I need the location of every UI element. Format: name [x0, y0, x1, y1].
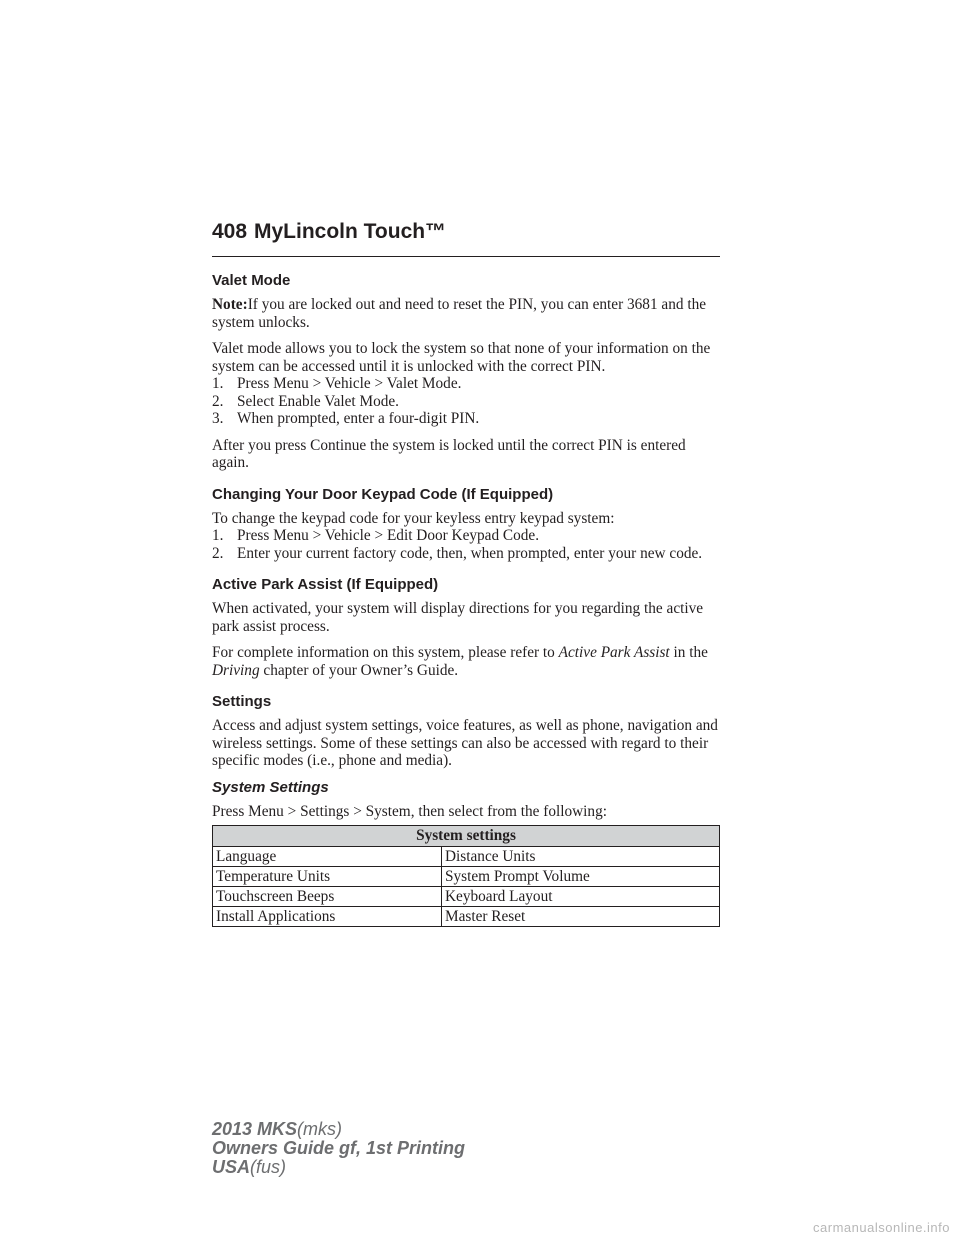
park-assist-reference	[212, 644, 720, 679]
step-number: 1.	[212, 375, 224, 392]
footer-region: USA	[212, 1157, 251, 1177]
valet-after: After you press Continue the system is locked until the correct PIN is entered again.	[212, 436, 686, 471]
step-number: 1.	[212, 527, 224, 544]
footer-guide: Owners Guide gf, 1st Printing	[212, 1138, 466, 1158]
table-cell: Temperature Units	[213, 867, 442, 887]
list-item	[212, 410, 720, 428]
table-cell: Language	[213, 847, 442, 867]
footer-model-code: (mks)	[297, 1119, 343, 1139]
print-footer	[212, 1120, 465, 1177]
keypad-intro: To change the keypad code for your keyless entry keypad system:	[212, 509, 615, 527]
step-text: When prompted, enter a four-digit PIN.	[237, 410, 480, 427]
valet-mode-heading: Valet Mode	[212, 272, 291, 289]
park-assist-heading: Active Park Assist (If Equipped)	[212, 576, 439, 593]
valet-steps	[212, 375, 720, 428]
reference-text: For complete information on this system, please refer to	[212, 644, 559, 661]
reference-title: Active Park Assist	[558, 644, 670, 661]
reference-text: in the	[669, 644, 708, 661]
table-cell: Keyboard Layout	[442, 887, 720, 907]
table-title: System settings	[213, 826, 720, 847]
note-text: If you are locked out and need to reset the PIN, you can enter 3681 and the system unlocks.	[212, 296, 707, 331]
step-text: Select Enable Valet Mode.	[237, 392, 399, 410]
table-cell: Distance Units	[442, 847, 720, 867]
table-cell: Master Reset	[442, 907, 720, 927]
keypad-heading: Changing Your Door Keypad Code (If Equipped)	[212, 485, 554, 503]
table-header-row	[213, 826, 720, 847]
settings-text: Access and adjust system settings, voice features, as well as phone, navigation and wireless settings. Some of these settings can also be accessed with regard to their specific modes (i.e., phone and media).	[212, 717, 718, 769]
page-number: 408	[212, 220, 248, 243]
list-item	[212, 527, 720, 545]
chapter-title: MyLincoln Touch™	[254, 220, 447, 243]
table-row	[213, 887, 720, 907]
footer-model: 2013 MKS	[212, 1119, 298, 1139]
table-row	[213, 907, 720, 927]
list-item	[212, 375, 720, 393]
table-cell: Touchscreen Beeps	[213, 887, 442, 907]
park-assist-text: When activated, your system will display directions for you regarding the active park assist process.	[212, 600, 704, 635]
watermark: carmanualsonline.info	[813, 1220, 950, 1235]
note-label: Note:	[212, 296, 248, 313]
reference-text: chapter of your Owner’s Guide.	[259, 661, 459, 679]
list-item	[212, 545, 720, 563]
footer-line-guide	[212, 1139, 465, 1158]
system-settings-text: Press Menu > Settings > System, then select from the following:	[212, 802, 607, 820]
table-cell: System Prompt Volume	[442, 867, 720, 887]
table-row	[213, 847, 720, 867]
step-number: 3.	[212, 410, 224, 427]
table-row	[213, 867, 720, 887]
step-text: Press Menu > Vehicle > Edit Door Keypad Code.	[237, 527, 540, 544]
list-item	[212, 393, 720, 411]
step-number: 2.	[212, 544, 224, 562]
manual-page	[212, 220, 720, 927]
step-text: Press Menu > Vehicle > Valet Mode.	[237, 375, 462, 392]
step-number: 2.	[212, 392, 224, 410]
valet-intro: Valet mode allows you to lock the system so that none of your information on the system can be accessed until it is unlocked with the correct PIN.	[212, 340, 711, 375]
table-cell: Install Applications	[213, 907, 442, 927]
keypad-steps	[212, 527, 720, 562]
reference-chapter: Driving	[212, 661, 260, 679]
footer-line-model	[212, 1120, 465, 1139]
system-settings-heading: System Settings	[212, 778, 329, 796]
settings-heading: Settings	[212, 693, 272, 710]
running-head	[212, 220, 720, 257]
step-text: Enter your current factory code, then, when prompted, enter your new code.	[237, 544, 703, 562]
footer-line-region	[212, 1158, 465, 1177]
valet-note	[212, 296, 720, 331]
footer-region-code: (fus)	[250, 1157, 287, 1177]
system-settings-table	[212, 825, 720, 927]
